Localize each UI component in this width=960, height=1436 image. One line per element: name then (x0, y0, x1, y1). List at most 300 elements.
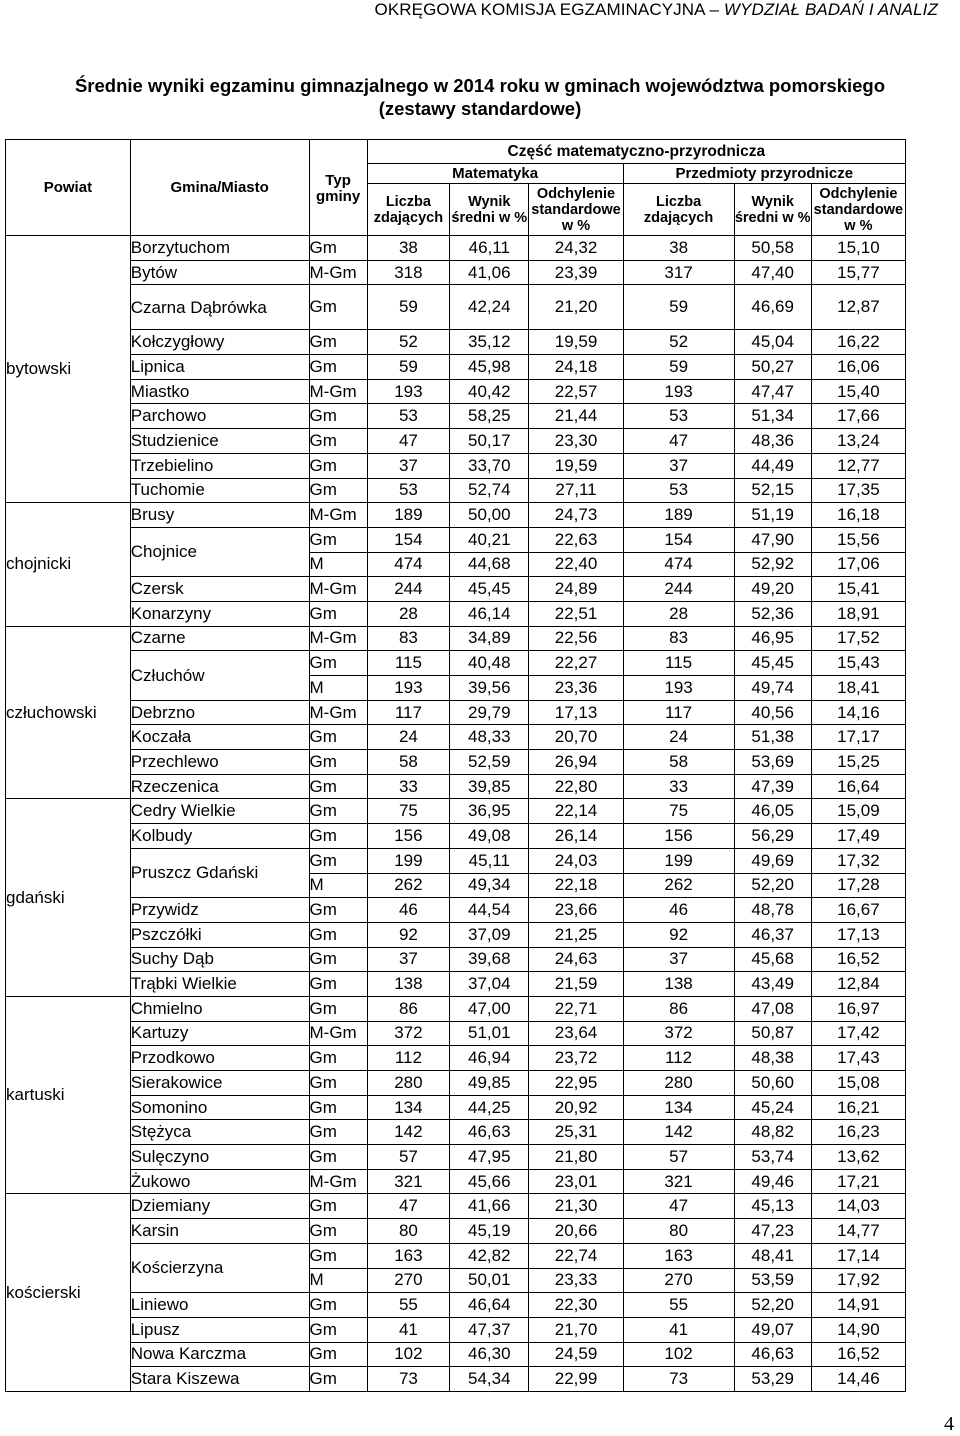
table-row (6, 285, 906, 330)
value-cell-m-o: 22,57 (529, 379, 623, 404)
value-cell-m-w: 46,14 (450, 601, 529, 626)
value-cell-p-n: 156 (623, 824, 734, 849)
value-cell-p-n: 115 (623, 651, 734, 676)
value-cell-m-n: 262 (367, 873, 449, 898)
typ-cell: Gm (309, 1317, 367, 1342)
table-row (6, 824, 906, 849)
value-cell-m-n: 53 (367, 404, 449, 429)
value-cell-p-o: 17,52 (811, 626, 905, 651)
value-cell-p-o: 14,91 (811, 1293, 905, 1318)
value-cell-m-o: 20,92 (529, 1095, 623, 1120)
value-cell-p-o: 16,97 (811, 996, 905, 1021)
value-cell-p-n: 80 (623, 1219, 734, 1244)
typ-cell: Gm (309, 285, 367, 330)
value-cell-p-o: 17,06 (811, 552, 905, 577)
value-cell-p-w: 43,49 (734, 972, 811, 997)
gmina-cell: Trąbki Wielkie (130, 972, 309, 997)
value-cell-m-o: 21,30 (529, 1194, 623, 1219)
typ-cell: Gm (309, 1046, 367, 1071)
value-cell-m-n: 73 (367, 1367, 449, 1392)
table-row (6, 898, 906, 923)
value-cell-m-o: 20,70 (529, 725, 623, 750)
value-cell-m-o: 17,13 (529, 700, 623, 725)
value-cell-p-n: 163 (623, 1243, 734, 1268)
value-cell-m-w: 45,19 (450, 1219, 529, 1244)
value-cell-m-n: 372 (367, 1021, 449, 1046)
value-cell-m-o: 23,64 (529, 1021, 623, 1046)
header-p-wynik: Wynik średni w % (734, 184, 811, 236)
value-cell-p-o: 17,49 (811, 824, 905, 849)
value-cell-m-o: 22,95 (529, 1071, 623, 1096)
value-cell-p-w: 45,68 (734, 947, 811, 972)
value-cell-p-w: 51,19 (734, 503, 811, 528)
value-cell-m-w: 39,56 (450, 676, 529, 701)
value-cell-p-o: 17,92 (811, 1268, 905, 1293)
gmina-cell: Trzebielino (130, 453, 309, 478)
typ-cell: Gm (309, 404, 367, 429)
value-cell-m-n: 270 (367, 1268, 449, 1293)
value-cell-m-n: 55 (367, 1293, 449, 1318)
typ-cell: Gm (309, 1243, 367, 1268)
value-cell-p-n: 372 (623, 1021, 734, 1046)
table-row (6, 478, 906, 503)
typ-cell: Gm (309, 601, 367, 626)
value-cell-p-n: 47 (623, 1194, 734, 1219)
value-cell-m-o: 22,40 (529, 552, 623, 577)
typ-cell: M (309, 1268, 367, 1293)
value-cell-p-w: 40,56 (734, 700, 811, 725)
value-cell-m-n: 154 (367, 527, 449, 552)
table-row (6, 379, 906, 404)
value-cell-m-w: 37,04 (450, 972, 529, 997)
table-row (6, 527, 906, 552)
value-cell-m-n: 33 (367, 774, 449, 799)
powiat-cell: kartuski (6, 996, 131, 1194)
table-body (6, 236, 906, 1392)
typ-cell: M-Gm (309, 700, 367, 725)
gmina-cell: Kołczygłowy (130, 330, 309, 355)
value-cell-m-w: 41,66 (450, 1194, 529, 1219)
gmina-cell: Stara Kiszewa (130, 1367, 309, 1392)
value-cell-p-n: 73 (623, 1367, 734, 1392)
value-cell-m-w: 35,12 (450, 330, 529, 355)
value-cell-p-n: 244 (623, 577, 734, 602)
typ-cell: Gm (309, 236, 367, 261)
value-cell-p-o: 12,87 (811, 285, 905, 330)
value-cell-m-n: 58 (367, 750, 449, 775)
typ-cell: M-Gm (309, 1021, 367, 1046)
value-cell-p-w: 44,49 (734, 453, 811, 478)
gmina-cell: Rzeczenica (130, 774, 309, 799)
value-cell-m-o: 24,03 (529, 848, 623, 873)
value-cell-p-o: 14,77 (811, 1219, 905, 1244)
gmina-cell: Parchowo (130, 404, 309, 429)
value-cell-p-n: 75 (623, 799, 734, 824)
gmina-cell: Sulęczyno (130, 1145, 309, 1170)
typ-cell: Gm (309, 355, 367, 380)
value-cell-m-w: 52,74 (450, 478, 529, 503)
header-dash: – (709, 0, 720, 19)
value-cell-m-n: 244 (367, 577, 449, 602)
table-row (6, 996, 906, 1021)
value-cell-m-w: 37,09 (450, 922, 529, 947)
value-cell-p-w: 50,27 (734, 355, 811, 380)
value-cell-p-n: 199 (623, 848, 734, 873)
table-row (6, 1342, 906, 1367)
typ-cell: Gm (309, 725, 367, 750)
value-cell-p-w: 47,08 (734, 996, 811, 1021)
value-cell-m-w: 45,11 (450, 848, 529, 873)
powiat-cell: bytowski (6, 236, 131, 503)
value-cell-p-w: 45,04 (734, 330, 811, 355)
gmina-cell: Kartuzy (130, 1021, 309, 1046)
gmina-cell: Czarne (130, 626, 309, 651)
value-cell-p-w: 47,39 (734, 774, 811, 799)
value-cell-p-n: 47 (623, 429, 734, 454)
value-cell-p-w: 52,15 (734, 478, 811, 503)
value-cell-m-n: 57 (367, 1145, 449, 1170)
value-cell-m-n: 80 (367, 1219, 449, 1244)
header-przyrodnicze: Przedmioty przyrodnicze (623, 164, 905, 184)
value-cell-p-n: 53 (623, 478, 734, 503)
typ-cell: Gm (309, 453, 367, 478)
header-gmina: Gmina/Miasto (130, 140, 309, 236)
value-cell-m-n: 474 (367, 552, 449, 577)
header-typ (309, 140, 367, 236)
value-cell-p-o: 14,46 (811, 1367, 905, 1392)
value-cell-p-o: 14,16 (811, 700, 905, 725)
value-cell-p-o: 15,56 (811, 527, 905, 552)
value-cell-p-w: 52,20 (734, 873, 811, 898)
value-cell-m-w: 47,00 (450, 996, 529, 1021)
gmina-cell: Przodkowo (130, 1046, 309, 1071)
value-cell-m-n: 46 (367, 898, 449, 923)
value-cell-p-o: 14,90 (811, 1317, 905, 1342)
value-cell-p-n: 102 (623, 1342, 734, 1367)
header-m-wynik: Wynik średni w % (450, 184, 529, 236)
results-table (5, 139, 906, 1392)
value-cell-m-w: 45,98 (450, 355, 529, 380)
value-cell-p-w: 52,20 (734, 1293, 811, 1318)
gmina-cell: Żukowo (130, 1169, 309, 1194)
value-cell-m-n: 59 (367, 285, 449, 330)
typ-cell: Gm (309, 1120, 367, 1145)
value-cell-p-w: 47,90 (734, 527, 811, 552)
header-typ-text: Typ gminy (315, 172, 361, 205)
value-cell-m-o: 22,18 (529, 873, 623, 898)
header-m-odchylenie: Odchylenie standardowe w % (529, 184, 623, 236)
value-cell-m-w: 50,01 (450, 1268, 529, 1293)
powiat-cell: chojnicki (6, 503, 131, 626)
value-cell-p-n: 46 (623, 898, 734, 923)
table-header (6, 140, 906, 236)
value-cell-m-w: 45,66 (450, 1169, 529, 1194)
value-cell-p-n: 92 (623, 922, 734, 947)
value-cell-m-n: 28 (367, 601, 449, 626)
value-cell-p-w: 49,74 (734, 676, 811, 701)
value-cell-m-n: 47 (367, 429, 449, 454)
table-row (6, 725, 906, 750)
value-cell-m-w: 52,59 (450, 750, 529, 775)
typ-cell: M (309, 676, 367, 701)
typ-cell: Gm (309, 898, 367, 923)
value-cell-p-o: 16,06 (811, 355, 905, 380)
value-cell-p-o: 16,64 (811, 774, 905, 799)
header-matematyka: Matematyka (367, 164, 623, 184)
value-cell-m-w: 42,24 (450, 285, 529, 330)
value-cell-p-o: 17,13 (811, 922, 905, 947)
table-row (6, 1317, 906, 1342)
value-cell-p-n: 138 (623, 972, 734, 997)
header-p-odchylenie: Odchylenie standardowe w % (811, 184, 905, 236)
value-cell-p-n: 28 (623, 601, 734, 626)
value-cell-m-n: 59 (367, 355, 449, 380)
typ-cell: Gm (309, 922, 367, 947)
table-row (6, 429, 906, 454)
value-cell-m-n: 163 (367, 1243, 449, 1268)
value-cell-m-o: 21,20 (529, 285, 623, 330)
value-cell-m-o: 23,66 (529, 898, 623, 923)
value-cell-m-n: 112 (367, 1046, 449, 1071)
value-cell-m-w: 46,94 (450, 1046, 529, 1071)
gmina-cell: Przywidz (130, 898, 309, 923)
gmina-cell: Nowa Karczma (130, 1342, 309, 1367)
gmina-cell: Studzienice (130, 429, 309, 454)
value-cell-p-o: 16,18 (811, 503, 905, 528)
value-cell-m-o: 22,30 (529, 1293, 623, 1318)
gmina-cell: Karsin (130, 1219, 309, 1244)
value-cell-p-o: 16,22 (811, 330, 905, 355)
value-cell-p-n: 37 (623, 453, 734, 478)
value-cell-m-w: 46,11 (450, 236, 529, 261)
gmina-cell: Somonino (130, 1095, 309, 1120)
value-cell-m-w: 42,82 (450, 1243, 529, 1268)
typ-cell: M-Gm (309, 626, 367, 651)
value-cell-m-o: 22,14 (529, 799, 623, 824)
value-cell-p-o: 15,77 (811, 260, 905, 285)
gmina-cell: Tuchomie (130, 478, 309, 503)
typ-cell: Gm (309, 972, 367, 997)
value-cell-p-o: 15,41 (811, 577, 905, 602)
value-cell-m-n: 41 (367, 1317, 449, 1342)
title-line-1: Średnie wyniki egzaminu gimnazjalnego w 2014 roku w gminach województwa pomorskiego (74, 75, 886, 96)
value-cell-m-o: 22,74 (529, 1243, 623, 1268)
table-row (6, 1219, 906, 1244)
value-cell-p-w: 45,13 (734, 1194, 811, 1219)
value-cell-p-o: 17,43 (811, 1046, 905, 1071)
value-cell-m-o: 23,36 (529, 676, 623, 701)
value-cell-m-o: 21,70 (529, 1317, 623, 1342)
table-row (6, 1046, 906, 1071)
value-cell-m-n: 83 (367, 626, 449, 651)
value-cell-m-o: 20,66 (529, 1219, 623, 1244)
value-cell-m-w: 45,45 (450, 577, 529, 602)
value-cell-m-w: 40,42 (450, 379, 529, 404)
value-cell-p-w: 48,41 (734, 1243, 811, 1268)
table-row (6, 750, 906, 775)
value-cell-p-n: 189 (623, 503, 734, 528)
value-cell-m-w: 50,17 (450, 429, 529, 454)
value-cell-m-o: 19,59 (529, 330, 623, 355)
gmina-cell: Liniewo (130, 1293, 309, 1318)
value-cell-m-w: 44,25 (450, 1095, 529, 1120)
gmina-cell: Konarzyny (130, 601, 309, 626)
gmina-cell: Miastko (130, 379, 309, 404)
typ-cell: Gm (309, 1293, 367, 1318)
value-cell-p-o: 18,91 (811, 601, 905, 626)
value-cell-m-w: 29,79 (450, 700, 529, 725)
table-row (6, 1120, 906, 1145)
table-row (6, 947, 906, 972)
table-row (6, 774, 906, 799)
value-cell-m-w: 47,95 (450, 1145, 529, 1170)
value-cell-m-n: 102 (367, 1342, 449, 1367)
gmina-cell: Lipusz (130, 1317, 309, 1342)
value-cell-p-o: 14,03 (811, 1194, 905, 1219)
value-cell-p-o: 16,21 (811, 1095, 905, 1120)
table-row (6, 1243, 906, 1268)
gmina-cell: Sierakowice (130, 1071, 309, 1096)
value-cell-p-o: 15,10 (811, 236, 905, 261)
value-cell-m-o: 24,63 (529, 947, 623, 972)
value-cell-m-w: 54,34 (450, 1367, 529, 1392)
table-row (6, 1021, 906, 1046)
typ-cell: Gm (309, 750, 367, 775)
value-cell-p-o: 15,25 (811, 750, 905, 775)
value-cell-m-w: 46,63 (450, 1120, 529, 1145)
value-cell-m-n: 318 (367, 260, 449, 285)
table-row (6, 601, 906, 626)
value-cell-p-n: 58 (623, 750, 734, 775)
table-row (6, 453, 906, 478)
header-org: OKRĘGOWA KOMISJA EGZAMINACYJNA (374, 0, 705, 19)
value-cell-p-n: 321 (623, 1169, 734, 1194)
value-cell-p-o: 17,14 (811, 1243, 905, 1268)
value-cell-p-w: 50,58 (734, 236, 811, 261)
value-cell-p-w: 46,69 (734, 285, 811, 330)
value-cell-m-n: 199 (367, 848, 449, 873)
value-cell-m-n: 37 (367, 453, 449, 478)
value-cell-m-n: 24 (367, 725, 449, 750)
typ-cell: Gm (309, 1194, 367, 1219)
typ-cell: M-Gm (309, 260, 367, 285)
gmina-cell: Lipnica (130, 355, 309, 380)
powiat-cell: kościerski (6, 1194, 131, 1392)
value-cell-p-n: 83 (623, 626, 734, 651)
table-row (6, 700, 906, 725)
value-cell-p-w: 48,36 (734, 429, 811, 454)
header-dept: WYDZIAŁ BADAŃ I ANALIZ (723, 0, 938, 19)
title-line-2: (zestawy standardowe) (378, 98, 582, 119)
typ-cell: M-Gm (309, 379, 367, 404)
table-row (6, 1194, 906, 1219)
value-cell-p-o: 17,21 (811, 1169, 905, 1194)
value-cell-m-o: 23,39 (529, 260, 623, 285)
table-row (6, 1293, 906, 1318)
value-cell-m-o: 27,11 (529, 478, 623, 503)
table-row (6, 972, 906, 997)
value-cell-m-w: 46,64 (450, 1293, 529, 1318)
typ-cell: Gm (309, 1219, 367, 1244)
typ-cell: M-Gm (309, 577, 367, 602)
value-cell-p-n: 117 (623, 700, 734, 725)
value-cell-p-n: 38 (623, 236, 734, 261)
value-cell-m-w: 50,00 (450, 503, 529, 528)
value-cell-p-o: 12,77 (811, 453, 905, 478)
gmina-cell: Bytów (130, 260, 309, 285)
value-cell-m-o: 21,44 (529, 404, 623, 429)
value-cell-m-n: 189 (367, 503, 449, 528)
value-cell-m-n: 142 (367, 1120, 449, 1145)
value-cell-m-w: 36,95 (450, 799, 529, 824)
value-cell-p-w: 49,69 (734, 848, 811, 873)
value-cell-p-w: 49,46 (734, 1169, 811, 1194)
gmina-cell: Przechlewo (130, 750, 309, 775)
value-cell-m-o: 22,27 (529, 651, 623, 676)
table-row (6, 503, 906, 528)
table-row (6, 1169, 906, 1194)
gmina-cell: Dziemiany (130, 1194, 309, 1219)
value-cell-p-w: 46,05 (734, 799, 811, 824)
typ-cell: Gm (309, 1145, 367, 1170)
value-cell-p-w: 53,59 (734, 1268, 811, 1293)
value-cell-m-o: 23,01 (529, 1169, 623, 1194)
table-row (6, 799, 906, 824)
value-cell-m-n: 38 (367, 236, 449, 261)
value-cell-p-w: 51,34 (734, 404, 811, 429)
value-cell-m-o: 23,33 (529, 1268, 623, 1293)
typ-cell: Gm (309, 1095, 367, 1120)
value-cell-p-o: 13,62 (811, 1145, 905, 1170)
value-cell-m-n: 47 (367, 1194, 449, 1219)
value-cell-m-w: 34,89 (450, 626, 529, 651)
value-cell-m-n: 92 (367, 922, 449, 947)
value-cell-m-o: 21,80 (529, 1145, 623, 1170)
value-cell-p-n: 142 (623, 1120, 734, 1145)
value-cell-p-n: 134 (623, 1095, 734, 1120)
value-cell-m-n: 75 (367, 799, 449, 824)
value-cell-m-n: 53 (367, 478, 449, 503)
value-cell-p-o: 16,23 (811, 1120, 905, 1145)
table-row (6, 848, 906, 873)
value-cell-p-w: 56,29 (734, 824, 811, 849)
value-cell-m-w: 39,68 (450, 947, 529, 972)
value-cell-p-n: 474 (623, 552, 734, 577)
typ-cell: Gm (309, 1367, 367, 1392)
typ-cell: M (309, 552, 367, 577)
value-cell-p-w: 53,29 (734, 1367, 811, 1392)
typ-cell: Gm (309, 330, 367, 355)
value-cell-p-n: 24 (623, 725, 734, 750)
value-cell-m-o: 21,25 (529, 922, 623, 947)
value-cell-m-n: 134 (367, 1095, 449, 1120)
typ-cell: Gm (309, 774, 367, 799)
gmina-cell: Borzytuchom (130, 236, 309, 261)
value-cell-p-o: 17,17 (811, 725, 905, 750)
value-cell-m-n: 115 (367, 651, 449, 676)
value-cell-p-n: 86 (623, 996, 734, 1021)
value-cell-p-n: 52 (623, 330, 734, 355)
value-cell-m-w: 48,33 (450, 725, 529, 750)
typ-cell: Gm (309, 478, 367, 503)
value-cell-m-o: 23,30 (529, 429, 623, 454)
value-cell-m-w: 58,25 (450, 404, 529, 429)
gmina-cell: Chmielno (130, 996, 309, 1021)
typ-cell: Gm (309, 824, 367, 849)
value-cell-m-n: 193 (367, 379, 449, 404)
value-cell-p-n: 193 (623, 379, 734, 404)
value-cell-p-w: 48,82 (734, 1120, 811, 1145)
